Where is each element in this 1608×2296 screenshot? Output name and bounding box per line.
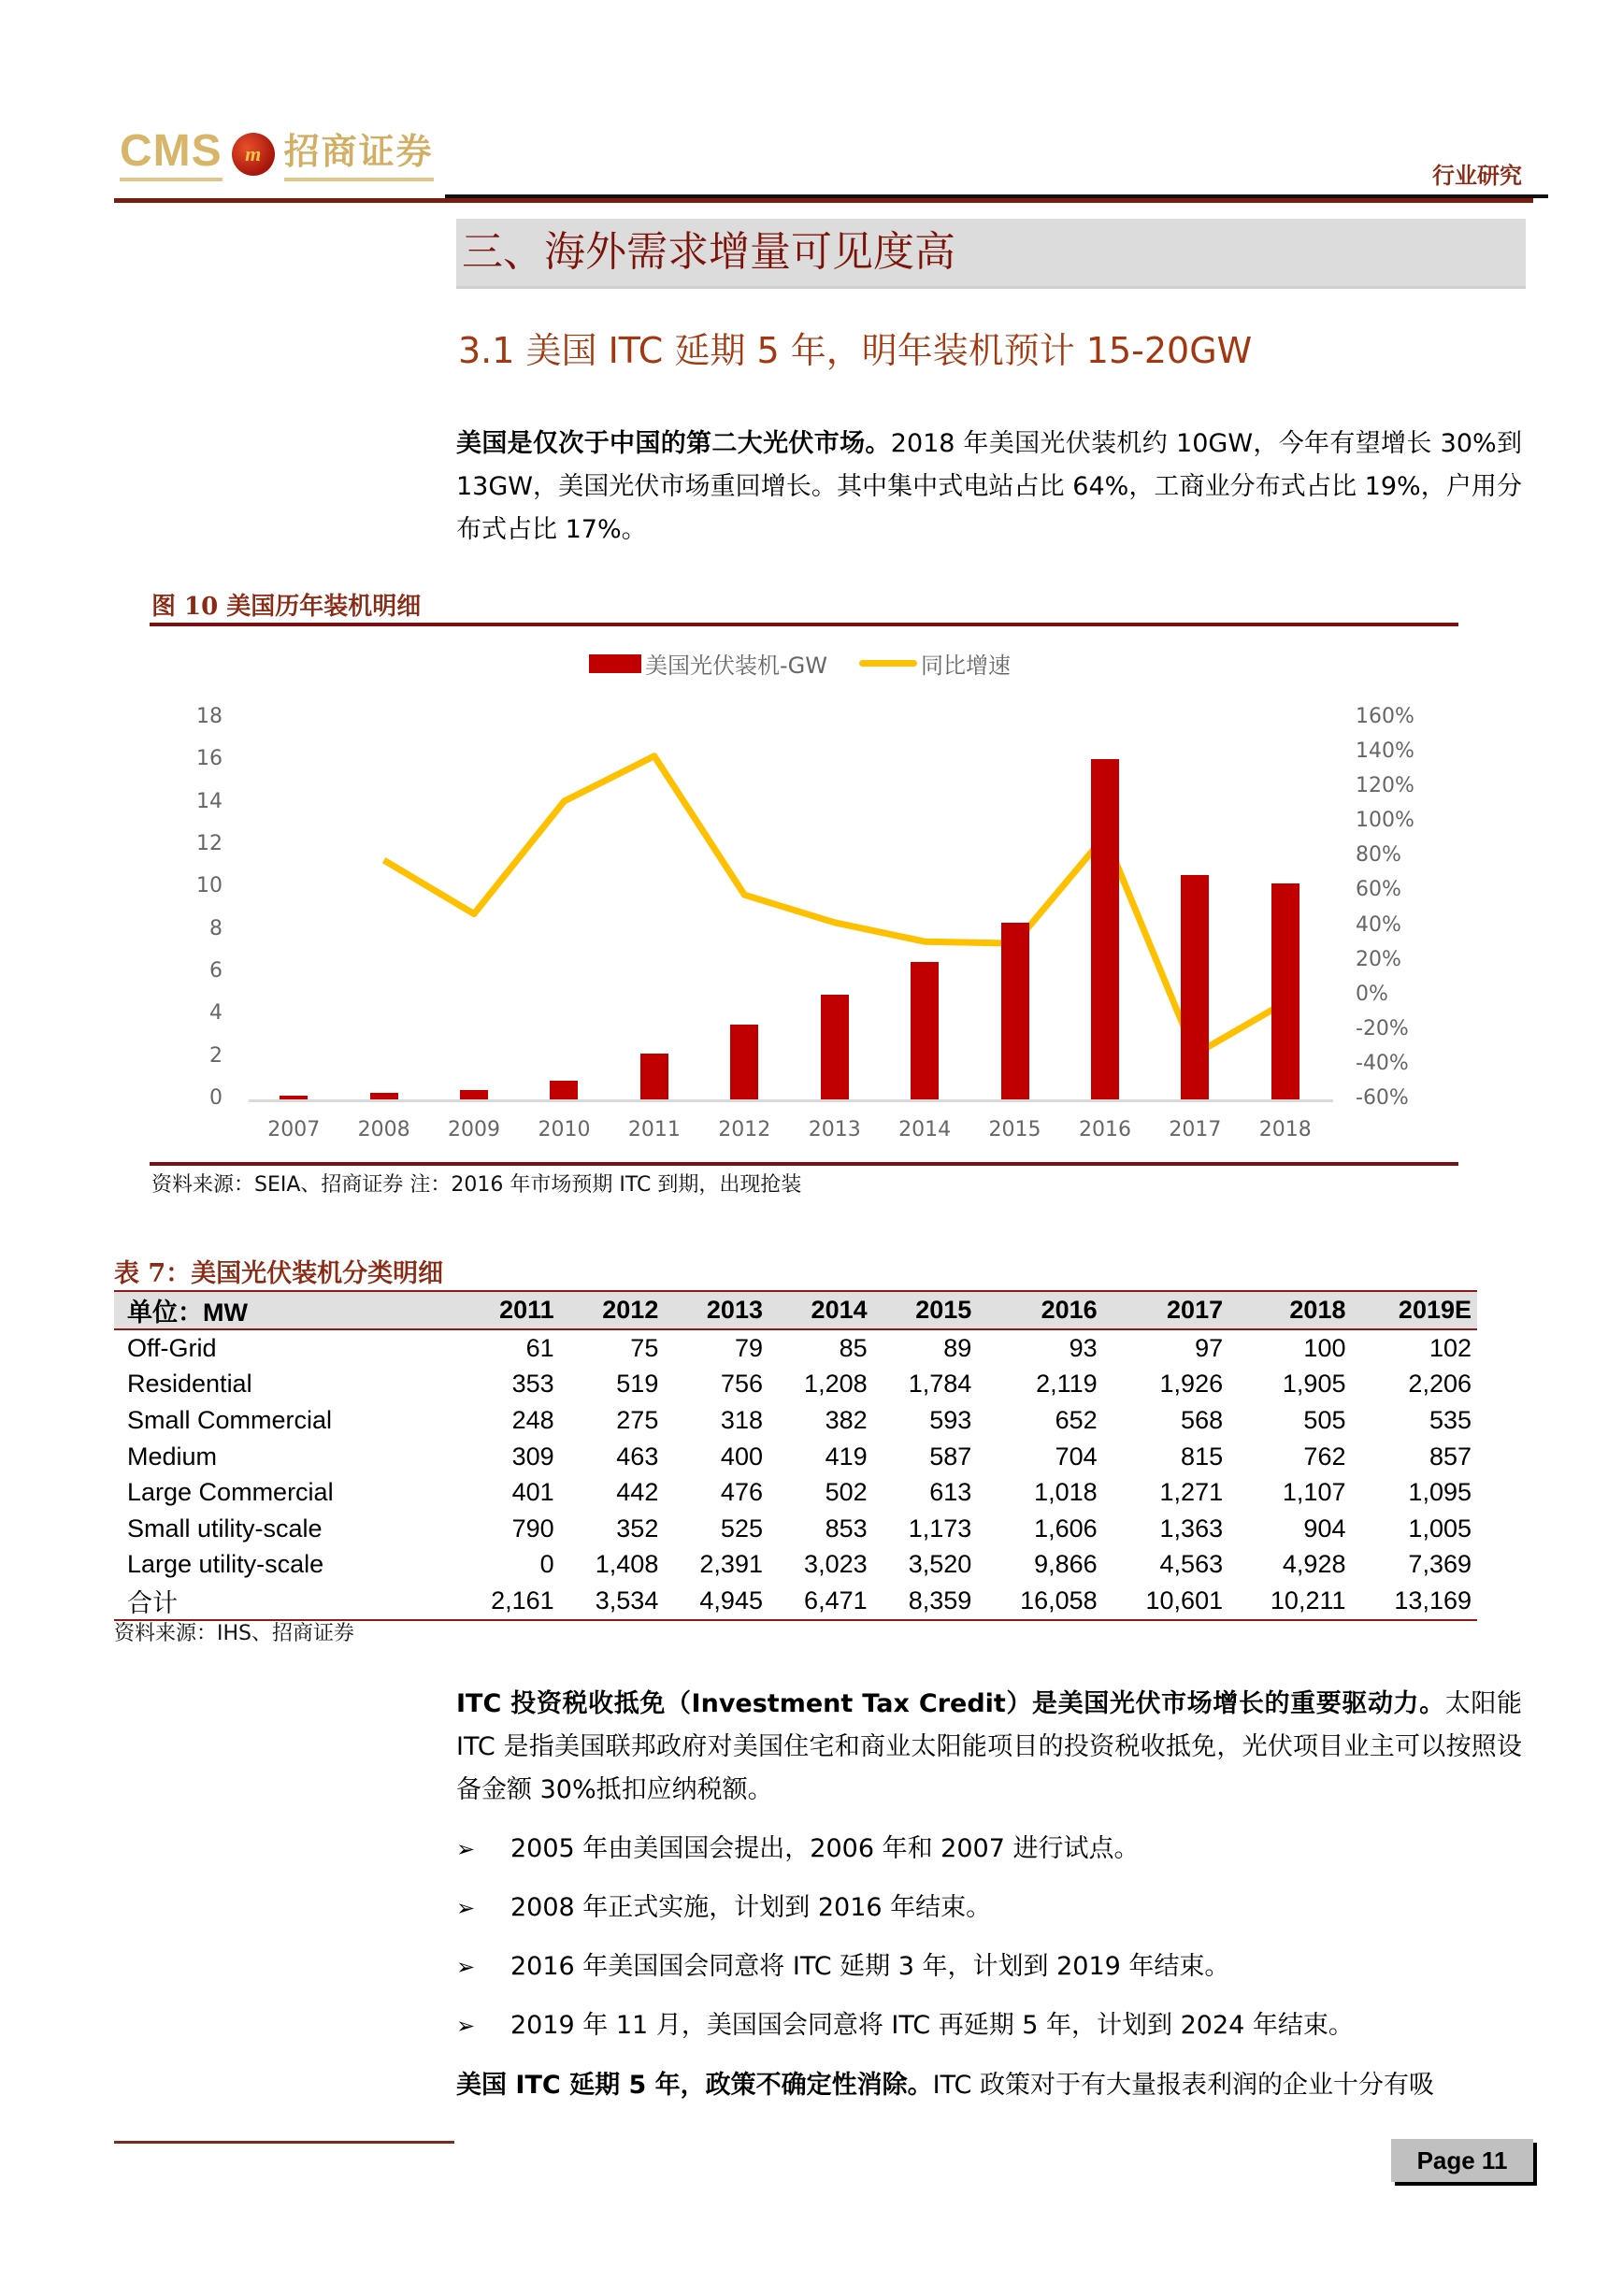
table-cell: 1,408 [595, 1550, 659, 1579]
bullet-item: ➢ 2008 年正式实施，计划到 2016 年结束。 [456, 1889, 991, 1927]
left-y-tick: 14 [196, 789, 223, 813]
row-label: Large Commercial [127, 1478, 334, 1507]
table-cell: 8,359 [873, 1583, 978, 1620]
table-cell: 6,471 [768, 1583, 873, 1620]
table-row [114, 1439, 1477, 1475]
x-tick: 2016 [1078, 1118, 1131, 1141]
logo-text-en: CMS [120, 127, 223, 181]
intro-text: 2018 年美国光伏装机约 10GW，今年有望增长 30%到 13GW，美国光伏市场重回增长。其中集中式电站占比 64%，工商业分布式占比 19%，户用分布式占比 17%。 [456, 429, 1522, 544]
bar [1001, 923, 1029, 1099]
table-cell: 463 [616, 1442, 659, 1471]
table-cell: 442 [616, 1478, 659, 1507]
section-title: 三、海外需求增量可见度高 [462, 228, 955, 276]
table-cell: 756 [720, 1370, 763, 1399]
bar [1091, 759, 1119, 1099]
table-cell: 1,173 [908, 1514, 972, 1543]
table-cell: 89 [943, 1333, 972, 1362]
x-tick: 2010 [538, 1118, 591, 1141]
logo-badge-icon: m [232, 133, 275, 176]
table-cell: 1,095 [1408, 1478, 1472, 1507]
table-cell: 525 [720, 1514, 763, 1543]
table-cell: 815 [1181, 1442, 1224, 1471]
table-cell: 61 [525, 1333, 554, 1362]
table-cell: 353 [511, 1370, 554, 1399]
bar [1271, 883, 1299, 1099]
logo-text-cn: 招商证券 [284, 127, 434, 181]
table-cell: 613 [929, 1478, 972, 1507]
table-cell: 102 [1429, 1333, 1472, 1362]
table-cell: 401 [511, 1478, 554, 1507]
table-cell: 16,058 [977, 1583, 1102, 1620]
table-cell: 1,107 [1282, 1478, 1346, 1507]
left-y-tick: 12 [196, 832, 223, 855]
table-cell: 1,926 [1159, 1370, 1224, 1399]
x-tick: 2014 [898, 1118, 952, 1141]
table-cell: 2,119 [1036, 1370, 1098, 1399]
closing-bold: 美国 ITC 延期 5 年，政策不确定性消除。 [456, 2071, 933, 2100]
right-y-tick: 60% [1356, 878, 1401, 902]
report-category: 行业研究 [1432, 162, 1522, 189]
table-cell: 790 [511, 1514, 554, 1543]
arrow-bullet-icon: ➢ [456, 2013, 476, 2039]
table-cell: 593 [929, 1405, 972, 1434]
row-label: Small Commercial [127, 1405, 333, 1434]
x-tick: 2015 [988, 1118, 1041, 1141]
itc-bold: ITC 投资税收抵免（Investment Tax Credit）是美国光伏市场增长的重要驱动力。 [456, 1689, 1445, 1718]
x-tick: 2007 [267, 1118, 321, 1141]
arrow-bullet-icon: ➢ [456, 1954, 476, 1980]
left-y-tick: 18 [196, 705, 223, 728]
table-cell: 275 [616, 1405, 659, 1434]
table-cell: 3,534 [560, 1583, 665, 1620]
table-header-cell: 2015 [873, 1291, 978, 1329]
footer-rule [114, 2141, 454, 2144]
right-y-tick: 100% [1356, 809, 1414, 833]
row-label: Off-Grid [127, 1333, 217, 1362]
legend-line-label: 同比增速 [921, 653, 1011, 679]
right-y-tick: -60% [1356, 1086, 1409, 1110]
left-y-tick: 8 [209, 916, 223, 940]
table-cell: 419 [825, 1442, 868, 1471]
right-y-tick: -40% [1356, 1051, 1409, 1075]
closing-paragraph [456, 2064, 1522, 2107]
table-cell: 100 [1303, 1333, 1346, 1362]
table-cell: 318 [720, 1405, 763, 1434]
table-cell: 502 [825, 1478, 868, 1507]
table-row [114, 1511, 1477, 1547]
arrow-bullet-icon: ➢ [456, 1895, 476, 1921]
table-header-cell: 2017 [1103, 1291, 1228, 1329]
left-y-tick: 6 [209, 959, 223, 983]
right-y-tick: -20% [1356, 1016, 1409, 1040]
row-label: Small utility-scale [127, 1514, 323, 1543]
table-cell: 13,169 [1351, 1583, 1477, 1620]
table-cell: 309 [511, 1442, 554, 1471]
x-tick: 2008 [357, 1118, 410, 1141]
x-tick: 2018 [1258, 1118, 1312, 1141]
table-row [114, 1367, 1477, 1403]
table-cell: 904 [1303, 1514, 1346, 1543]
table-caption: 表 7：美国光伏装机分类明细 [114, 1259, 444, 1288]
right-y-tick: 0% [1356, 982, 1388, 1006]
table-row [114, 1583, 1477, 1620]
bar [460, 1090, 488, 1099]
table-cell: 857 [1429, 1442, 1472, 1471]
table-cell: 4,563 [1159, 1550, 1224, 1579]
table-cell: 587 [929, 1442, 972, 1471]
left-y-tick: 16 [196, 747, 223, 771]
table-header-cell: 2014 [768, 1291, 873, 1329]
table-header-cell: 2012 [560, 1291, 665, 1329]
table-cell: 1,018 [1034, 1478, 1098, 1507]
table-cell: 476 [720, 1478, 763, 1507]
table-cell: 352 [616, 1514, 659, 1543]
right-y-tick: 40% [1356, 912, 1401, 937]
table-cell: 9,866 [1034, 1550, 1098, 1579]
closing-text: ITC 政策对于有大量报表利润的企业十分有吸 [932, 2071, 1434, 2100]
right-y-tick: 160% [1356, 705, 1414, 728]
bar [640, 1054, 668, 1099]
table-cell: 1,271 [1159, 1478, 1224, 1507]
bullet-item: ➢ 2016 年美国国会同意将 ITC 延期 3 年，计划到 2019 年结束。 [456, 1948, 1229, 1986]
table-row [114, 1329, 1477, 1367]
table-cell: 1,606 [1034, 1514, 1098, 1543]
page-number: Page 11 [1391, 2139, 1533, 2182]
left-y-tick: 0 [209, 1086, 223, 1110]
table-header-cell: 2019E [1351, 1291, 1477, 1329]
table-cell: 762 [1303, 1442, 1346, 1471]
table-cell: 1,208 [804, 1370, 868, 1399]
table-cell: 652 [1055, 1405, 1098, 1434]
figure-bottom-rule [150, 1162, 1458, 1166]
right-y-tick: 140% [1356, 739, 1414, 764]
x-tick: 2013 [808, 1118, 861, 1141]
itc-paragraph [456, 1683, 1522, 1812]
table-cell: 568 [1181, 1405, 1224, 1434]
x-tick: 2012 [718, 1118, 771, 1141]
intro-bold: 美国是仅次于中国的第二大光伏市场。 [456, 429, 891, 458]
right-y-tick: 20% [1356, 947, 1401, 971]
subsection-title: 3.1 美国 ITC 延期 5 年，明年装机预计 15-20GW [458, 330, 1253, 371]
table-cell: 1,905 [1282, 1370, 1346, 1399]
table-cell: 2,206 [1408, 1370, 1472, 1399]
bar [911, 962, 939, 1099]
bar [821, 995, 849, 1099]
table-cell: 4,945 [664, 1583, 768, 1620]
table-cell: 382 [825, 1405, 868, 1434]
arrow-bullet-icon: ➢ [456, 1836, 476, 1862]
figure-caption: 图 10 美国历年装机明细 [151, 593, 422, 621]
table-header-cell: 单位：MW [114, 1291, 455, 1329]
row-label: Medium [127, 1442, 218, 1471]
bar [370, 1093, 398, 1099]
table-cell: 853 [825, 1514, 868, 1543]
table-header-cell: 2013 [664, 1291, 768, 1329]
row-label: Residential [127, 1370, 252, 1399]
table-row [114, 1474, 1477, 1511]
bar [730, 1025, 758, 1099]
table-cell: 93 [1069, 1333, 1098, 1362]
table-header-cell: 2011 [455, 1291, 560, 1329]
itc-text: 太阳能 ITC 是指美国联邦政府对美国住宅和商业太阳能项目的投资税收抵免，光伏项目业主可以按照设备金额 30%抵扣应纳税额。 [456, 1689, 1522, 1804]
table-cell: 75 [630, 1333, 659, 1362]
table-cell: 704 [1055, 1442, 1098, 1471]
right-y-tick: 120% [1356, 774, 1414, 798]
table-cell: 97 [1195, 1333, 1224, 1362]
table-cell: 4,928 [1282, 1550, 1346, 1579]
bar [1181, 875, 1209, 1099]
table-row [114, 1402, 1477, 1439]
bar [550, 1081, 578, 1099]
row-label: 合计 [114, 1583, 455, 1620]
x-tick: 2017 [1169, 1118, 1222, 1141]
table-cell: 79 [734, 1333, 763, 1362]
right-y-tick: 80% [1356, 843, 1401, 868]
table-cell: 248 [511, 1405, 554, 1434]
table-cell: 1,784 [908, 1370, 972, 1399]
installation-table [114, 1290, 1477, 1621]
table-row [114, 1547, 1477, 1584]
table-cell: 3,023 [804, 1550, 868, 1579]
table-cell: 2,161 [455, 1583, 560, 1620]
left-y-tick: 2 [209, 1043, 223, 1068]
bullet-item: ➢ 2005 年由美国国会提出，2006 年和 2007 进行试点。 [456, 1830, 1139, 1868]
table-cell: 10,601 [1103, 1583, 1228, 1620]
table-cell: 0 [539, 1550, 554, 1579]
bullet-item: ➢ 2019 年 11 月，美国国会同意将 ITC 再延期 5 年，计划到 2024 年结束。 [456, 2007, 1354, 2045]
table-cell: 400 [720, 1442, 763, 1471]
table-source: 资料来源：IHS、招商证券 [114, 1622, 354, 1645]
x-tick: 2011 [627, 1118, 681, 1141]
table-cell: 2,391 [699, 1550, 763, 1579]
table-cell: 535 [1429, 1405, 1472, 1434]
table-cell: 1,005 [1408, 1514, 1472, 1543]
table-cell: 505 [1303, 1405, 1346, 1434]
bar [280, 1096, 308, 1099]
table-cell: 1,363 [1159, 1514, 1224, 1543]
table-cell: 519 [616, 1370, 659, 1399]
table-cell: 3,520 [908, 1550, 972, 1579]
table-header-row [114, 1291, 1477, 1329]
table-header-cell: 2016 [977, 1291, 1102, 1329]
table-cell: 85 [839, 1333, 868, 1362]
left-y-tick: 10 [196, 874, 223, 898]
figure-source: 资料来源：SEIA、招商证券 注：2016 年市场预期 ITC 到期，出现抢装 [151, 1173, 802, 1197]
legend-bar-label: 美国光伏装机-GW [645, 653, 827, 679]
row-label: Large utility-scale [127, 1550, 324, 1579]
table-cell: 7,369 [1408, 1550, 1472, 1579]
table-cell: 10,211 [1228, 1583, 1351, 1620]
left-y-tick: 4 [209, 1001, 223, 1026]
x-tick: 2009 [448, 1118, 501, 1141]
table-header-cell: 2018 [1228, 1291, 1351, 1329]
